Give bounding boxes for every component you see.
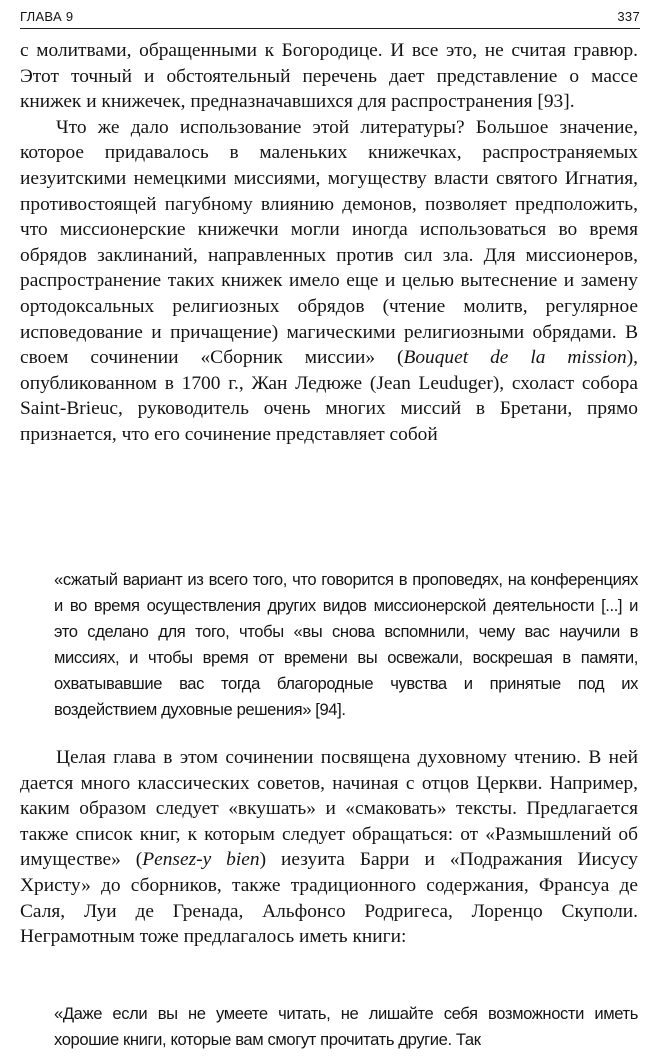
quote-text: «Даже если вы не умеете читать, не лишайте себя возможности иметь хорошие книги, которые вам смогут прочитать другие. Так: [54, 1004, 638, 1049]
block-quote-2: [54, 1001, 638, 1053]
main-text-block-1: [20, 38, 638, 448]
paragraph-text: ) иезуита Барри и «Подражания Иисусу Христу» до сборников, также традиционного содержания, Франсуа де Саля, Луи де Гренада, Альфонсо Родригеса, Лоренцо Скуполи. Неграмотным тоже предлагалось иметь книги:: [20, 849, 638, 948]
chapter-title: ГЛАВА 9: [20, 9, 74, 24]
quote-text: «сжатый вариант из всего того, что говорится в проповедях, на конференциях и во время осуществления других видов миссионерской деятельности [...] и это сделано для того, чтобы «вы снова вспомнили, чему вас научили в миссиях, и чтобы время от времени вы освежали, воскрешая в памяти, охватывавшие вас тогда благородные чувства и принятые под их воздействием духовные решения» [94].: [54, 570, 638, 719]
running-header: [20, 6, 640, 29]
italic-title: Pensez-y bien: [142, 849, 260, 871]
block-quote-1: [54, 567, 638, 723]
italic-title: Bouquet de la mission: [403, 347, 627, 369]
page-number: 337: [617, 9, 640, 24]
paragraph-text: ), опубликованном в 1700 г., Жан Ледюже (Jean Leuduger), схоласт собора Saint-Brieuc, руководитель очень многих миссий в Бретани, прямо признается, что его сочинение представляет собой: [20, 347, 639, 445]
paragraph-literature-use: [20, 115, 638, 448]
paragraph-text: Что же дало использование этой литературы? Большое значение, которое придавалось в маленьких книжечках, распространяемых иезуитскими немецкими миссиями, могуществу власти святого Игнатия, противостоящей пагубному влиянию демонов, позволяет предположить, что миссионерские книжечки могли иногда использоваться во время обрядов заклинаний, направленных против сил зла. Для миссионеров, распространение таких книжек имело еще и целью вытеснение и замену ортодоксальных религиозных обрядов (чтение молитв, регулярное исповедование и причащение) магическими религиозными обрядами. В своем сочинении «Сборник миссии» (: [20, 116, 638, 369]
paragraph-text: Целая глава в этом сочинении посвящена духовному чтению. В ней дается много классических советов, начиная с отцов Церкви. Например, каким образом следует «вкушать» и «смаковать» тексты. Предлагается также список книг, к которым следует обращаться: от «Размышлений об имуществе» (: [20, 747, 638, 871]
paragraph-continued: с молитвами, обращенными к Богородице. И все это, не считая гравюр. Этот точный и обстоятельный перечень дает представление о массе книжек и книжечек, предназначавшихся для распространения [93].: [20, 40, 638, 113]
paragraph-spiritual-reading: [20, 745, 638, 950]
main-text-block-2: [20, 745, 638, 950]
